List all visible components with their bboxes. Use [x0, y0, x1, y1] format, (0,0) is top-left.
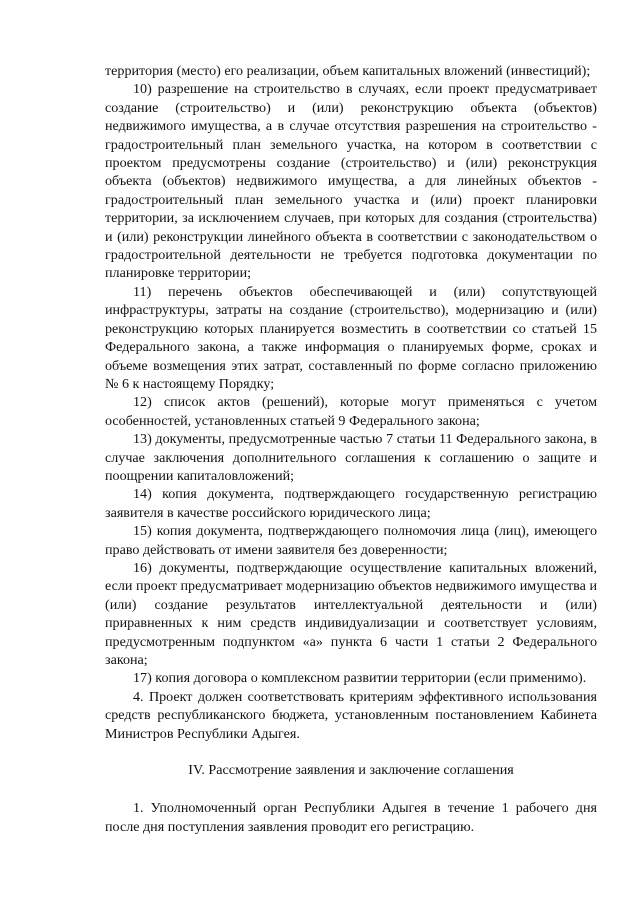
- paragraph-item-12: 12) список актов (решений), которые могут применяться с учетом особенностей, установленных статьей 9 Федерального закона;: [105, 394, 597, 429]
- section-heading: IV. Рассмотрение заявления и заключение соглашения: [188, 762, 514, 779]
- paragraph-item-17: 17) копия договора о комплексном развитии территории (если применимо).: [133, 670, 587, 687]
- document-page: [105, 62, 597, 836]
- paragraph-clause-1: 1. Уполномоченный орган Республики Адыгея в течение 1 рабочего дня после дня поступления заявления проводит его регистрацию.: [105, 800, 597, 835]
- paragraph-item-14: 14) копия документа, подтверждающего государственную регистрацию заявителя в качестве российского юридического лица;: [105, 486, 597, 521]
- paragraph-item-10: 10) разрешение на строительство в случаях, если проект предусматривает создание (строительство) и (или) реконструкцию объекта (объектов) недвижимого имущества, а в случае отсутствия разрешения на строительство - градостроительный план земельного участка, на котором в соответствии с проектом предусмотрены создание (строительство) и (или) реконструкция объекта (объектов) недвижимого имущества, а для линейных объектов - градостроительный план земельного участка и (или) проект планировки территории, за исключением случаев, при которых для создания (строительства) и (или) реконструкции линейного объекта в соответствии с законодательством о градостроительной деятельности не требуется подготовка документации по планировке территории;: [105, 81, 597, 282]
- paragraph-item-11: 11) перечень объектов обеспечивающей и (или) сопутствующей инфраструктуры, затраты на создание (строительство), модернизацию и (или) реконструкцию которых планируется возместить в соответствии со статьей 15 Федерального закона, а также информация о планируемых форме, сроках и объеме возмещения этих затрат, составленный по форме согласно приложению № 6 к настоящему Порядку;: [105, 283, 597, 392]
- paragraph-clause-4: 4. Проект должен соответствовать критериям эффективного использования средств республиканского бюджета, установленным постановлением Кабинета Министров Республики Адыгея.: [105, 688, 597, 742]
- paragraph-item-15: 15) копия документа, подтверждающего полномочия лица (лиц), имеющего право действовать от имени заявителя без доверенности;: [105, 523, 597, 558]
- paragraph-item-16: 16) документы, подтверждающие осуществление капитальных вложений, если проект предусматривает модернизацию объектов недвижимого имущества и (или) создание результатов интеллектуальной деятельности и (или) приравненных к ним средств индивидуализации и соответствует условиям, предусмотренным подпунктом «а» пункта 6 части 1 статьи 2 Федерального закона;: [105, 559, 597, 668]
- paragraph-item-13: 13) документы, предусмотренные частью 7 статьи 11 Федерального закона, в случае заключения дополнительного соглашения к соглашению о защите и поощрении капиталовложений;: [105, 431, 597, 484]
- paragraph-investments-tail: территория (место) его реализации, объем капитальных вложений (инвестиций);: [105, 63, 591, 79]
